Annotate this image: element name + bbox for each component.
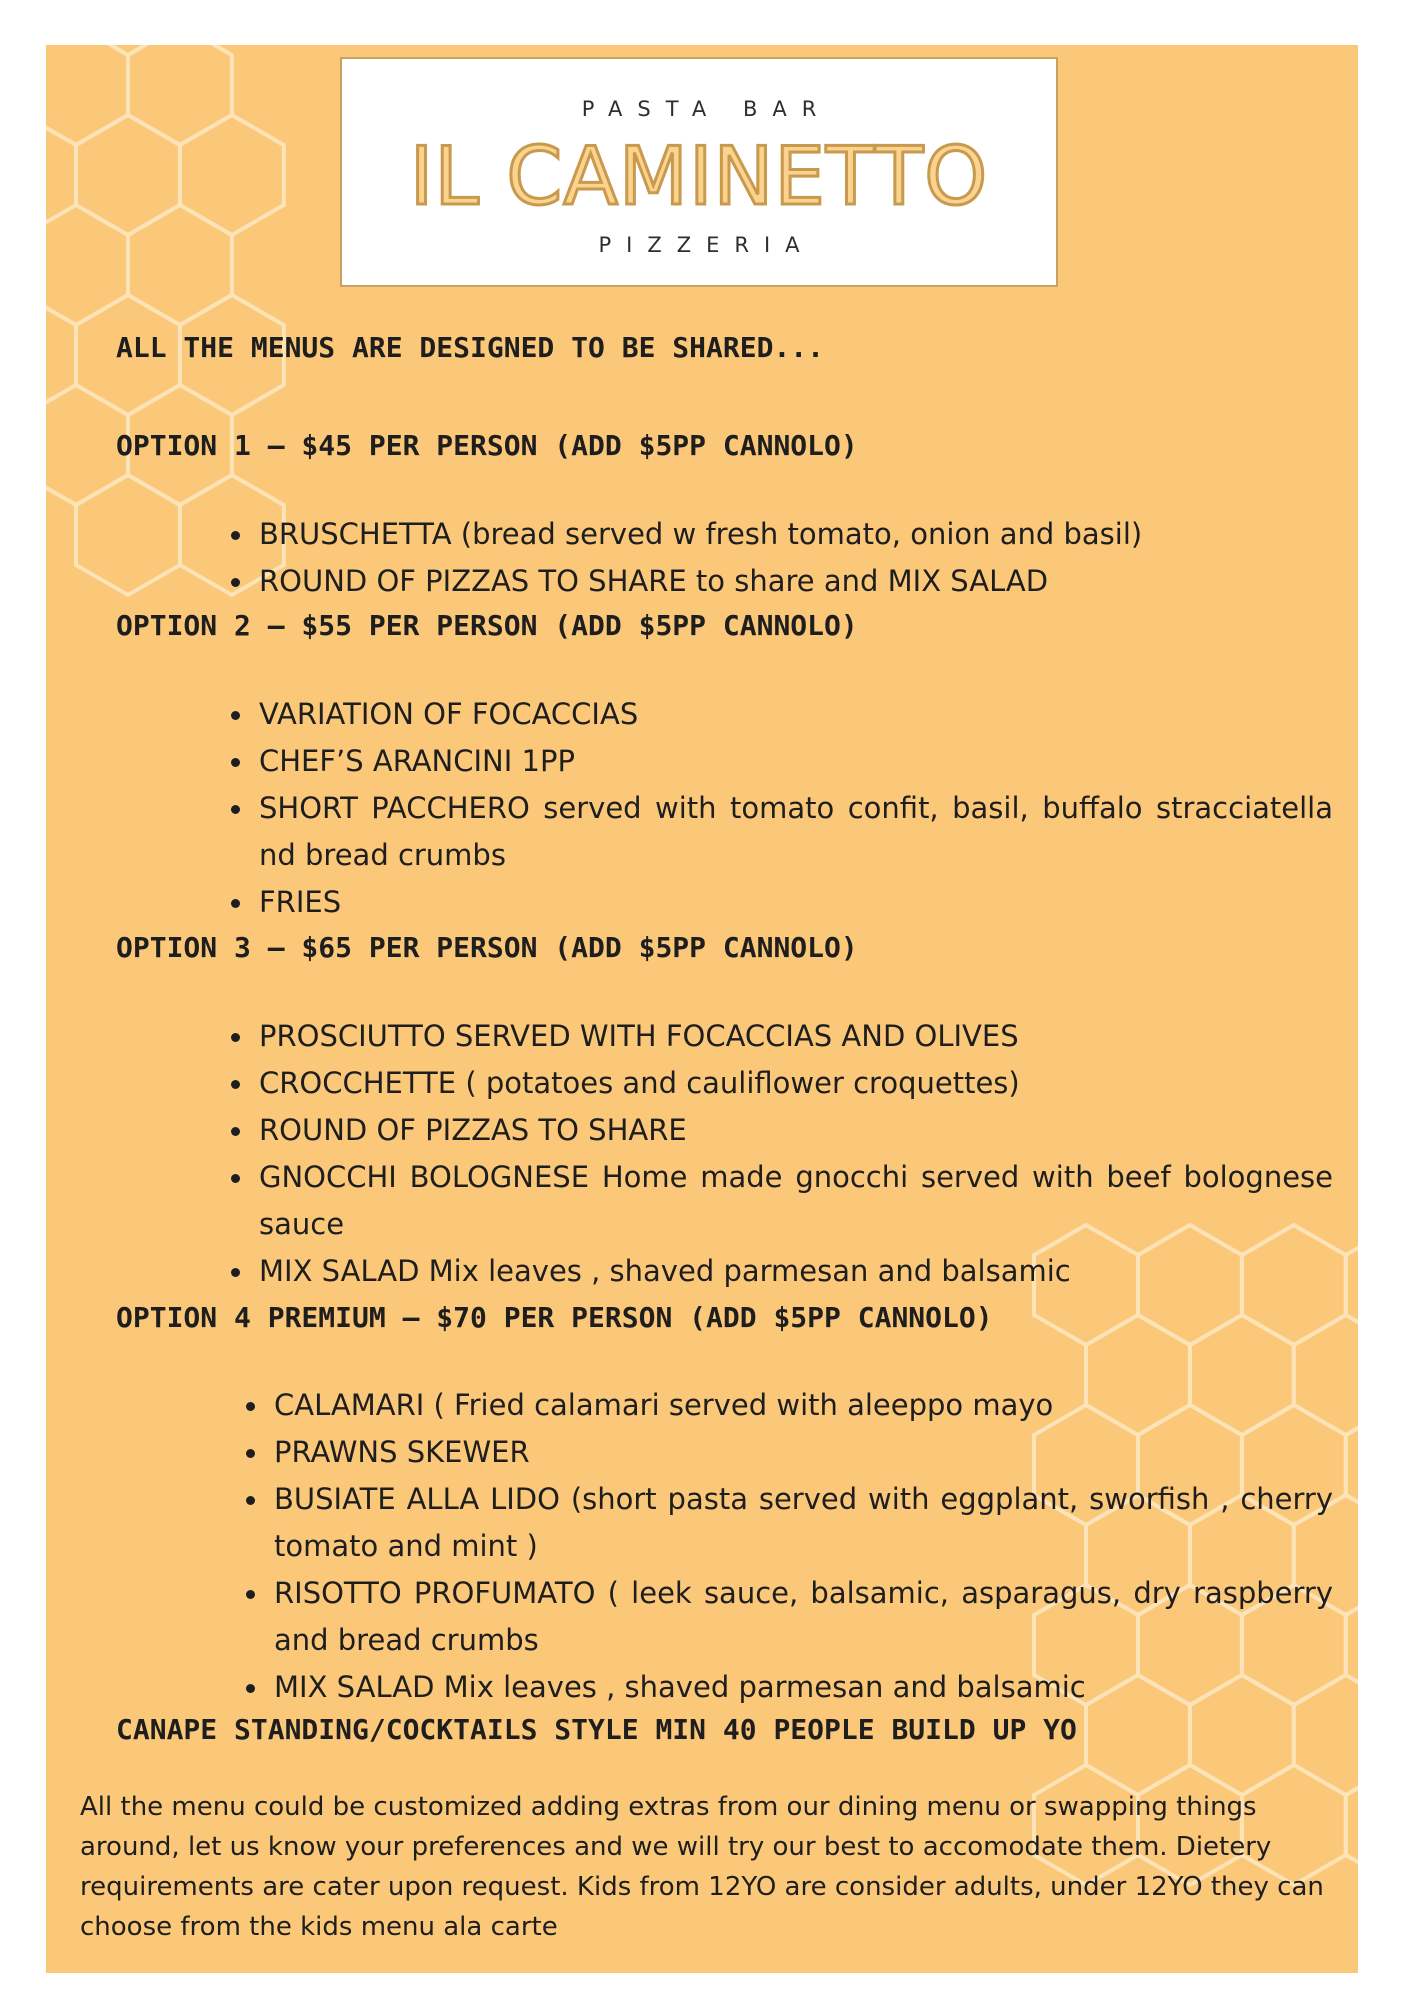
hexagon-shape (1346, 1585, 1358, 1705)
logo-top-line: PASTA BAR (581, 97, 832, 121)
logo-name: IL CAMINETTO (409, 130, 989, 223)
list-item: MIX SALAD Mix leaves , shaved parmesan and balsamic (274, 1664, 1333, 1711)
list-item: VARIATION OF FOCACCIAS (259, 691, 1333, 738)
list-item: SHORT PACCHERO served with tomato confit, basil, buffalo stracciatella nd bread crumbs (259, 785, 1333, 879)
list-item: BRUSCHETTA (bread served w fresh tomato, onion and basil) (259, 511, 1339, 558)
option-1-heading: OPTION 1 – $45 PER PERSON (ADD $5PP CANNOLO) (116, 429, 858, 462)
list-item: ROUND OF PIZZAS TO SHARE (259, 1107, 1333, 1154)
hexagon-shape (1346, 1765, 1358, 1885)
option-4-heading: OPTION 4 PREMIUM – $70 PER PERSON (ADD $5PP CANNOLO) (116, 1301, 993, 1334)
list-item: CALAMARI ( Fried calamari served with aleeppo mayo (274, 1382, 1333, 1429)
hexagon-shape (1346, 1225, 1358, 1345)
list-item: PRAWNS SKEWER (274, 1429, 1333, 1476)
option-3-list (259, 1013, 1333, 1295)
option-2-list (259, 691, 1333, 926)
list-item: FRIES (259, 879, 1333, 926)
list-item: PROSCIUTTO SERVED WITH FOCACCIAS AND OLIVES (259, 1013, 1333, 1060)
hexagon-shape (128, 45, 232, 145)
hexagon-shape (180, 115, 284, 235)
canape-heading: CANAPE STANDING/COCKTAILS STYLE MIN 40 PEOPLE BUILD UP YO (116, 1713, 1077, 1746)
intro-text: ALL THE MENUS ARE DESIGNED TO BE SHARED... (116, 331, 825, 364)
logo (340, 57, 1058, 287)
list-item: GNOCCHI BOLOGNESE Home made gnocchi served with beef bolognese sauce (259, 1154, 1333, 1248)
menu-sheet (46, 45, 1358, 1973)
hexagon-shape (46, 205, 128, 325)
hexagon-shape (76, 115, 180, 235)
list-item: BUSIATE ALLA LIDO (short pasta served with eggplant, sworfish , cherry tomato and mint ) (274, 1476, 1333, 1570)
option-4-list (274, 1382, 1333, 1711)
option-3-heading: OPTION 3 – $65 PER PERSON (ADD $5PP CANNOLO) (116, 931, 858, 964)
option-1-list (259, 511, 1339, 605)
hexagon-shape (128, 205, 232, 325)
list-item: ROUND OF PIZZAS TO SHARE to share and MIX SALAD (259, 558, 1339, 605)
logo-bottom-line: PIZZERIA (598, 233, 815, 257)
hexagon-shape (1346, 1405, 1358, 1525)
hexagon-shape (76, 475, 180, 595)
list-item: CROCCHETTE ( potatoes and cauliflower croquettes) (259, 1060, 1333, 1107)
list-item: RISOTTO PROFUMATO ( leek sauce, balsamic, asparagus, dry raspberry and bread crumbs (274, 1570, 1333, 1664)
list-item: MIX SALAD Mix leaves , shaved parmesan and balsamic (259, 1248, 1333, 1295)
option-2-heading: OPTION 2 – $55 PER PERSON (ADD $5PP CANNOLO) (116, 609, 858, 642)
list-item: CHEF’S ARANCINI 1PP (259, 738, 1333, 785)
footer-note: All the menu could be customized adding extras from our dining menu or swapping things around, let us know your preferences and we will try our best to accomodate them. Dietery requirements are cater upon request. Kids from 12YO are consider adults, under 12YO they can choose from the kids menu ala carte (80, 1792, 1324, 1942)
hexagon-shape (46, 45, 128, 145)
